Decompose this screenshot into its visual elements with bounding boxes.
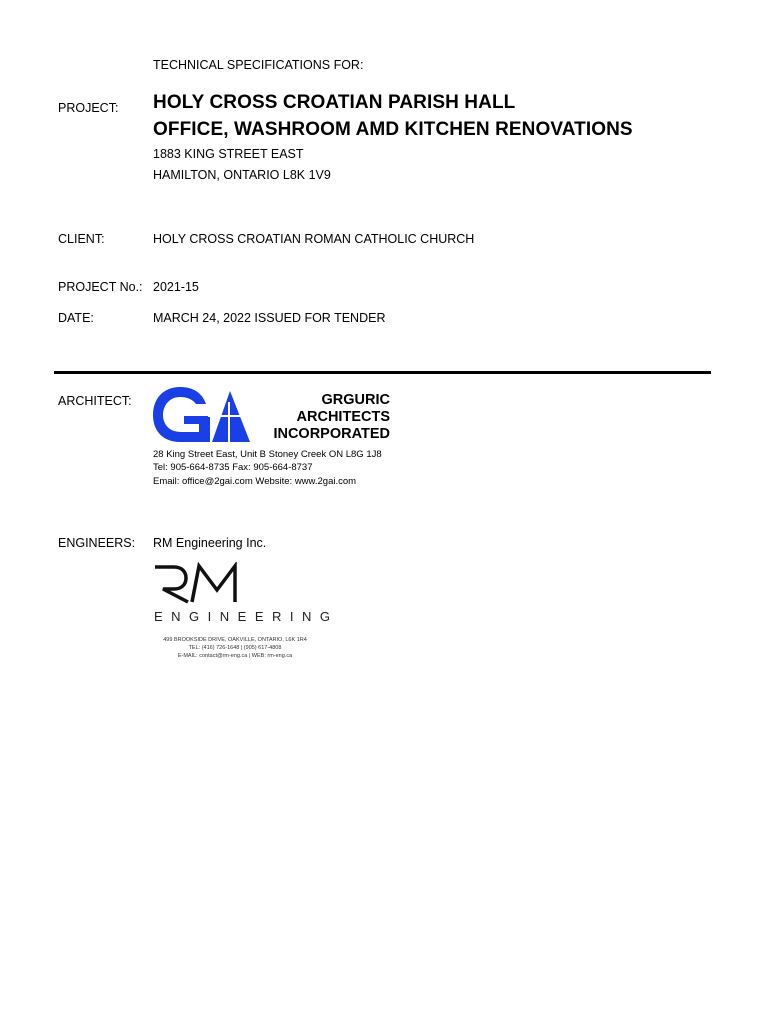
rm-logo-icon xyxy=(152,562,238,606)
architect-address: 28 King Street East, Unit B Stoney Creek ON L8G 1J8 xyxy=(153,449,382,460)
ga-logo-icon xyxy=(150,386,252,444)
architect-email-web: Email: office@2gai.com Website: www.2gai.com xyxy=(153,476,357,487)
project-label: PROJECT: xyxy=(58,101,119,115)
project-title-line1: HOLY CROSS CROATIAN PARISH HALL xyxy=(153,92,516,113)
document-heading: TECHNICAL SPECIFICATIONS FOR: xyxy=(153,58,364,72)
client-label: CLIENT: xyxy=(58,232,105,246)
architect-name-line1: GRGURIC xyxy=(321,392,390,408)
engineers-label: ENGINEERS: xyxy=(58,536,136,550)
architect-phone-fax: Tel: 905-664-8735 Fax: 905-664-8737 xyxy=(153,462,313,473)
architect-label: ARCHITECT: xyxy=(58,394,132,408)
client-value: HOLY CROSS CROATIAN ROMAN CATHOLIC CHURCH xyxy=(153,232,475,246)
section-divider xyxy=(54,371,711,374)
project-no-label: PROJECT No.: xyxy=(58,280,143,294)
engineers-address: 499 BROOKSIDE DRIVE, OAKVILLE, ONTARIO, L6K 1R4 xyxy=(163,637,307,643)
engineers-email-web: E-MAIL: contact@rm-eng.ca | WEB: rm-eng.ca xyxy=(177,653,293,659)
project-address-line1: 1883 KING STREET EAST xyxy=(153,147,304,161)
project-title-line2: OFFICE, WASHROOM AMD KITCHEN RENOVATIONS xyxy=(153,119,633,140)
date-label: DATE: xyxy=(58,311,94,325)
architect-name-line2: ARCHITECTS xyxy=(296,409,390,425)
engineers-phone: TEL: (416) 726-1648 | (905) 617-4808 xyxy=(188,645,282,651)
engineers-value: RM Engineering Inc. xyxy=(153,536,267,550)
project-address-line2: HAMILTON, ONTARIO L8K 1V9 xyxy=(153,168,331,182)
date-value: MARCH 24, 2022 ISSUED FOR TENDER xyxy=(153,311,386,325)
architect-name-line3: INCORPORATED xyxy=(273,426,390,442)
rm-logo-word: ENGINEERING xyxy=(154,609,339,624)
project-no-value: 2021-15 xyxy=(153,280,199,294)
